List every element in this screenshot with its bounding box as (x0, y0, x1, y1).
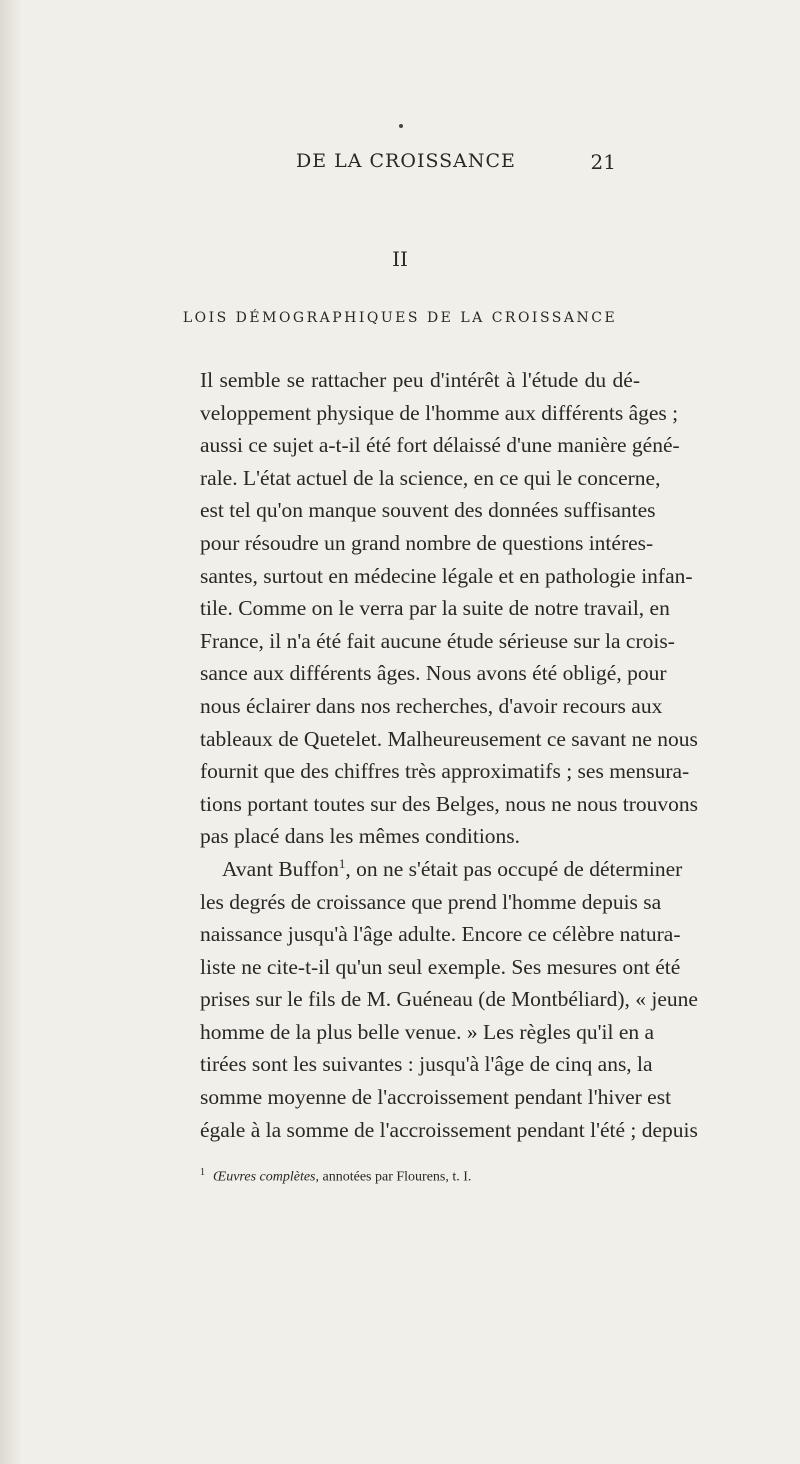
text-line: prises sur le fils de M. Guéneau (de Montbéliard), « jeune (200, 987, 698, 1012)
footnote-title: Œuvres complètes (213, 1169, 316, 1185)
text-line: fournit que des chiffres très approximatifs ; ses mensura- (200, 759, 690, 784)
footnote (200, 1167, 640, 1186)
text-line: santes, surtout en médecine légale et en pathologie infan- (200, 563, 693, 588)
text-line: pas placé dans les mêmes conditions. (200, 824, 521, 849)
paragraph-first-line (200, 853, 683, 886)
text-line: les degrés de croissance que prend l'homme depuis sa (200, 889, 662, 914)
text-line: homme de la plus belle venue. » Les règles qu'il en a (200, 1019, 655, 1044)
body-text (200, 364, 699, 1146)
text-line: pour résoudre un grand nombre de questions intéres- (200, 530, 654, 555)
page-number: 21 (590, 150, 616, 174)
paragraph-first-line-rest: , on ne s'était pas occupé de déterminer (345, 856, 683, 881)
text-line: liste ne cite-t-il qu'un seul exemple. Ses mesures ont été (200, 954, 681, 979)
ink-speck (399, 124, 403, 128)
text-line: tile. Comme on le verra par la suite de notre travail, en (200, 596, 670, 621)
text-line: Il semble se rattacher peu d'intérêt à l'étude du dé- (200, 368, 640, 392)
page-edge-shadow (0, 0, 22, 1464)
footnote-text: , annotées par Flourens, t. I. (315, 1169, 472, 1185)
section-number: II (392, 247, 408, 271)
text-line: est tel qu'on manque souvent des données suffisantes (200, 498, 656, 523)
text-line: nous éclairer dans nos recherches, d'avoir recours aux (200, 693, 663, 718)
running-head (0, 150, 800, 180)
footnote-reference: 1 (338, 855, 346, 871)
text-line: veloppement physique de l'homme aux différents âges ; (200, 400, 679, 425)
text-line: somme moyenne de l'accroissement pendant l'hiver est (200, 1085, 672, 1110)
text-line: France, il n'a été fait aucune étude sérieuse sur la crois- (200, 628, 675, 653)
footnote-mark: 1 (200, 1167, 205, 1178)
text-line: rale. L'état actuel de la science, en ce qui le concerne, (200, 465, 661, 490)
text-line: naissance jusqu'à l'âge adulte. Encore ce célèbre natura- (200, 922, 681, 947)
paragraph-start: Avant Buffon (222, 856, 339, 881)
text-line: tirées sont les suivantes : jusqu'à l'âge de cinq ans, la (200, 1052, 653, 1077)
running-title: DE LA CROISSANCE (296, 150, 516, 172)
text-line: tableaux de Quetelet. Malheureusement ce savant ne nous (200, 726, 698, 751)
text-line: sance aux différents âges. Nous avons été obligé, pour (200, 661, 667, 686)
text-line: aussi ce sujet a-t-il été fort délaissé d'une manière géné- (200, 433, 680, 458)
section-title: LOIS DÉMOGRAPHIQUES DE LA CROISSANCE (182, 310, 618, 326)
text-line: tions portant toutes sur des Belges, nous ne nous trouvons (200, 791, 699, 816)
text-line: égale à la somme de l'accroissement pendant l'été ; depuis (200, 1117, 698, 1142)
